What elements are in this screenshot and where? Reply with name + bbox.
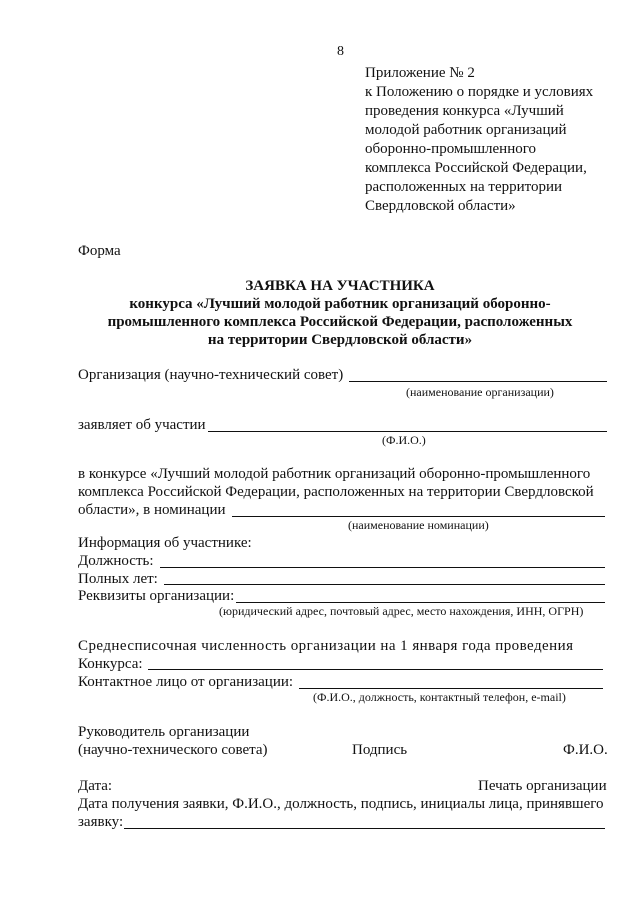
headcount-text: Среднесписочная численность организации на 1 января года проведения (78, 638, 574, 654)
contact-label: Контактное лицо от организации: (78, 674, 294, 690)
organization-field[interactable] (349, 381, 607, 382)
requisites-field[interactable] (236, 602, 605, 603)
headcount-label: Конкурса: (78, 656, 143, 672)
title-line: конкурса «Лучший молодой работник организаций оборонно- (129, 296, 551, 312)
requisites-label: Реквизиты организации: (78, 588, 235, 604)
position-field[interactable] (160, 567, 605, 568)
participant-fio-field[interactable] (208, 431, 607, 432)
head-label-sub: (научно-технического совета) (78, 742, 268, 758)
contest-text-line: комплекса Российской Федерации, расположенных на территории Свердловской (78, 484, 594, 500)
receipt-text: Дата получения заявки, Ф.И.О., должность, подпись, инициалы лица, принявшего (78, 796, 604, 812)
fio-label: Ф.И.О. (563, 742, 608, 758)
contact-field[interactable] (299, 688, 603, 689)
contact-hint: (Ф.И.О., должность, контактный телефон, e-mail) (313, 690, 566, 704)
contest-text-line: области», в номинации (78, 502, 226, 518)
age-field[interactable] (164, 584, 605, 585)
date-label: Дата: (78, 778, 113, 794)
title-line: ЗАЯВКА НА УЧАСТНИКА (245, 278, 435, 294)
nomination-hint: (наименование номинации) (348, 518, 489, 532)
appendix-line: молодой работник организаций (365, 122, 567, 138)
participant-info-label: Информация об участнике: (78, 535, 252, 551)
age-label: Полных лет: (78, 571, 158, 587)
fio-hint: (Ф.И.О.) (382, 433, 426, 447)
requisites-hint: (юридический адрес, почтовый адрес, место нахождения, ИНН, ОГРН) (219, 604, 584, 618)
receipt-field[interactable] (124, 828, 605, 829)
form-label: Форма (78, 243, 121, 259)
appendix-line: Свердловской области» (365, 198, 516, 214)
appendix-line: Приложение № 2 (365, 65, 475, 81)
nomination-field[interactable] (232, 516, 605, 517)
head-label: Руководитель организации (78, 724, 250, 740)
title-line: промышленного комплекса Российской Федерации, расположенных (107, 314, 573, 330)
appendix-line: к Положению о порядке и условиях (365, 84, 594, 100)
appendix-line: комплекса Российской Федерации, (365, 160, 587, 176)
appendix-line: оборонно-промышленного (365, 141, 537, 157)
organization-hint: (наименование организации) (406, 385, 554, 399)
appendix-line: проведения конкурса «Лучший (365, 103, 564, 119)
contest-text-line: в конкурсе «Лучший молодой работник организаций оборонно-промышленного (78, 466, 591, 482)
organization-label: Организация (научно-технический совет) (78, 367, 344, 383)
appendix-line: расположенных на территории (365, 179, 563, 195)
position-label: Должность: (78, 553, 154, 569)
signature-label: Подпись (352, 742, 408, 758)
seal-label: Печать организации (478, 778, 607, 794)
applies-label: заявляет об участии (78, 417, 206, 433)
headcount-field[interactable] (148, 669, 603, 670)
title-line: на территории Свердловской области» (207, 332, 473, 348)
receipt-label: заявку: (78, 814, 124, 830)
page-number: 8 (337, 44, 344, 59)
